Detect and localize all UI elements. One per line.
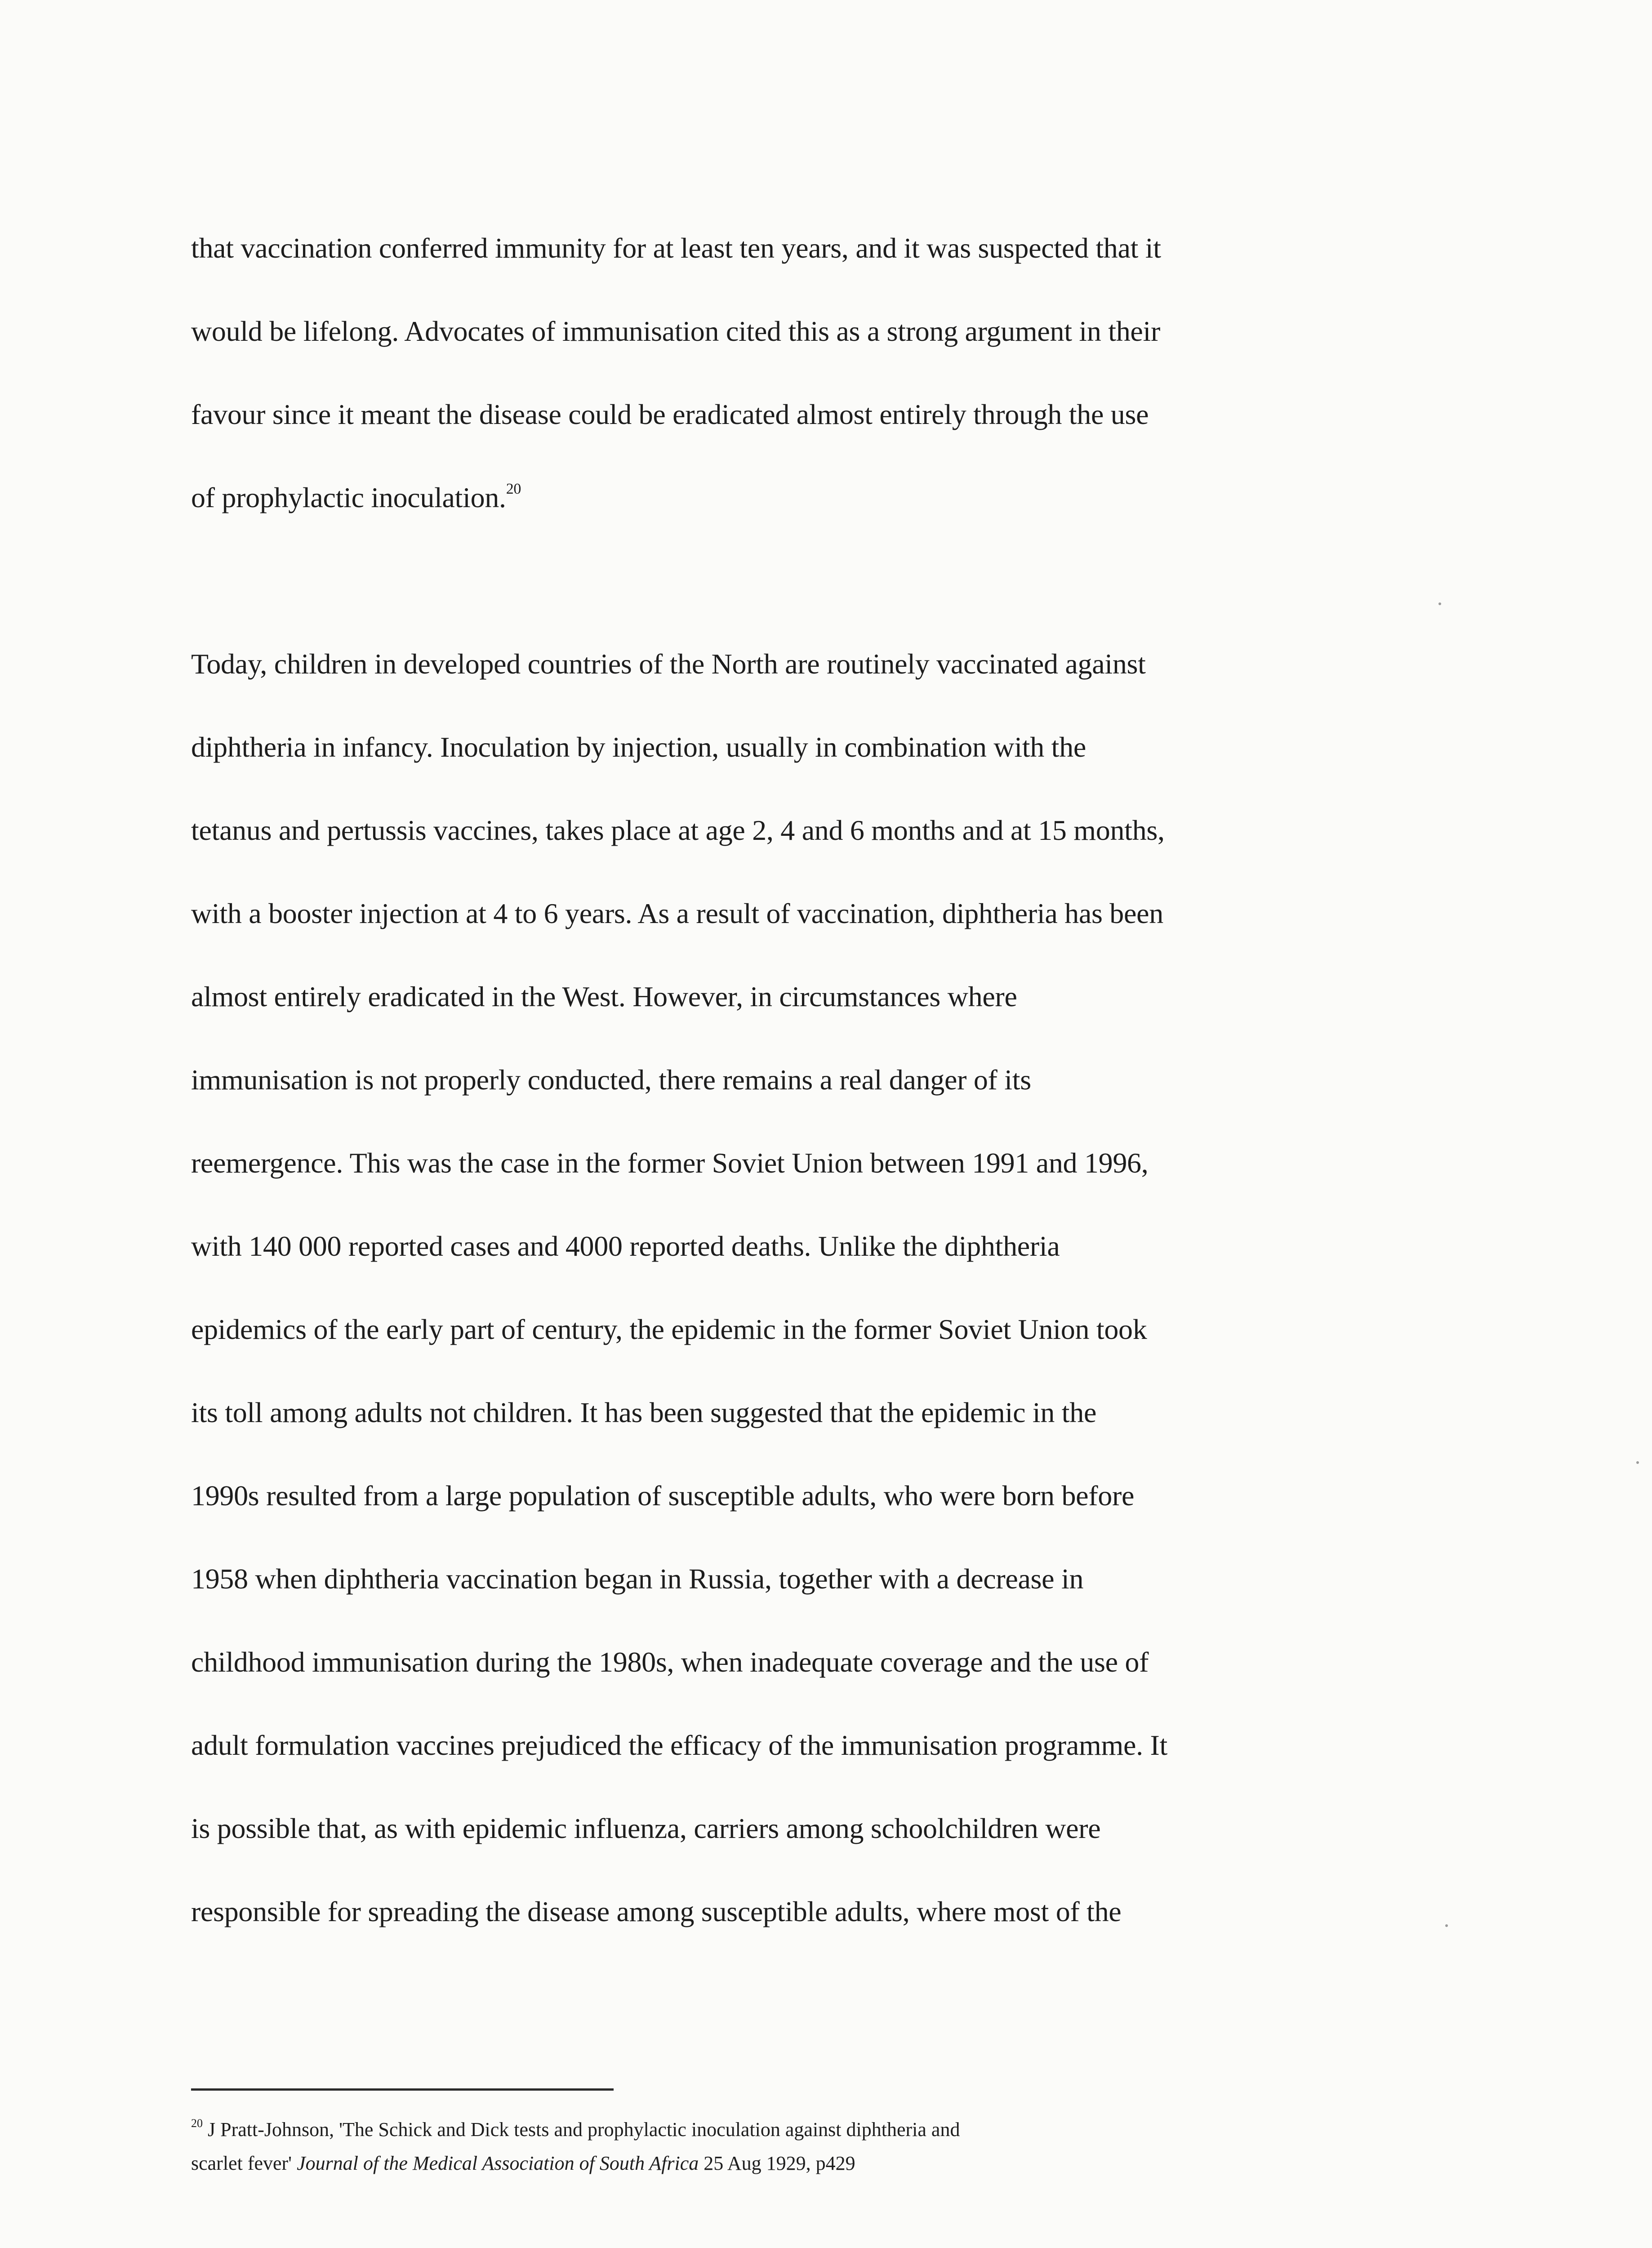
paragraph-2-line-6: immunisation is not properly conducted, there remains a real danger of its: [191, 1064, 1031, 1096]
footnote-title-end: scarlet fever': [191, 2152, 292, 2174]
paragraph-1-line-4-text: of prophylactic inoculation.: [191, 482, 506, 513]
paragraph-1-line-4: [191, 483, 521, 512]
paragraph-2-line-10: its toll among adults not children. It has been suggested that the epidemic in the: [191, 1396, 1097, 1428]
paragraph-2-line-15: is possible that, as with epidemic influenza, carriers among schoolchildren were: [191, 1812, 1101, 1844]
paragraph-2-line-13: childhood immunisation during the 1980s, when inadequate coverage and the use of: [191, 1646, 1149, 1678]
paragraph-2-line-14: adult formulation vaccines prejudiced the efficacy of the immunisation programme. It: [191, 1729, 1167, 1761]
paragraph-2-line-7: reemergence. This was the case in the former Soviet Union between 1991 and 1996,: [191, 1147, 1149, 1179]
scan-speck: [1445, 1924, 1448, 1927]
paragraph-1-line-3: favour since it meant the disease could be eradicated almost entirely through the use: [191, 398, 1149, 430]
footnote-line-1: [191, 2117, 960, 2141]
paragraph-2-line-12: 1958 when diphtheria vaccination began in Russia, together with a decrease in: [191, 1563, 1084, 1595]
paragraph-2-line-16: responsible for spreading the disease among susceptible adults, where most of the: [191, 1896, 1122, 1927]
paragraph-2-line-11: 1990s resulted from a large population of susceptible adults, who were born before: [191, 1480, 1135, 1512]
scan-speck: [1636, 1461, 1639, 1464]
footnote-citation: J Pratt-Johnson, 'The Schick and Dick tests and prophylactic inoculation against diphtheria and: [208, 2119, 960, 2141]
paragraph-2-line-4: with a booster injection at 4 to 6 years. As a result of vaccination, diphtheria has been: [191, 897, 1163, 929]
paragraph-2-line-3: tetanus and pertussis vaccines, takes place at age 2, 4 and 6 months and at 15 months,: [191, 814, 1165, 846]
paragraph-2-line-1: Today, children in developed countries of the North are routinely vaccinated against: [191, 648, 1146, 680]
footnote-number: 20: [191, 2117, 203, 2130]
footnote-divider: [191, 2088, 614, 2091]
paragraph-2-line-2: diphtheria in infancy. Inoculation by injection, usually in combination with the: [191, 731, 1086, 763]
paragraph-2-line-5: almost entirely eradicated in the West. However, in circumstances where: [191, 981, 1017, 1012]
paragraph-1-line-2: would be lifelong. Advocates of immunisation cited this as a strong argument in their: [191, 315, 1161, 347]
footnote-reference: 20: [506, 481, 521, 497]
paragraph-2-line-8: with 140 000 reported cases and 4000 reported deaths. Unlike the diphtheria: [191, 1230, 1060, 1262]
footnote-journal: Journal of the Medical Association of South Africa: [297, 2152, 699, 2174]
paragraph-2-line-9: epidemics of the early part of century, the epidemic in the former Soviet Union took: [191, 1313, 1147, 1345]
footnote-date: 25 Aug 1929, p429: [704, 2152, 855, 2174]
paragraph-1-line-1: that vaccination conferred immunity for at least ten years, and it was suspected that it: [191, 232, 1161, 264]
scan-speck: [1438, 602, 1441, 605]
footnote-line-2: [191, 2154, 855, 2173]
